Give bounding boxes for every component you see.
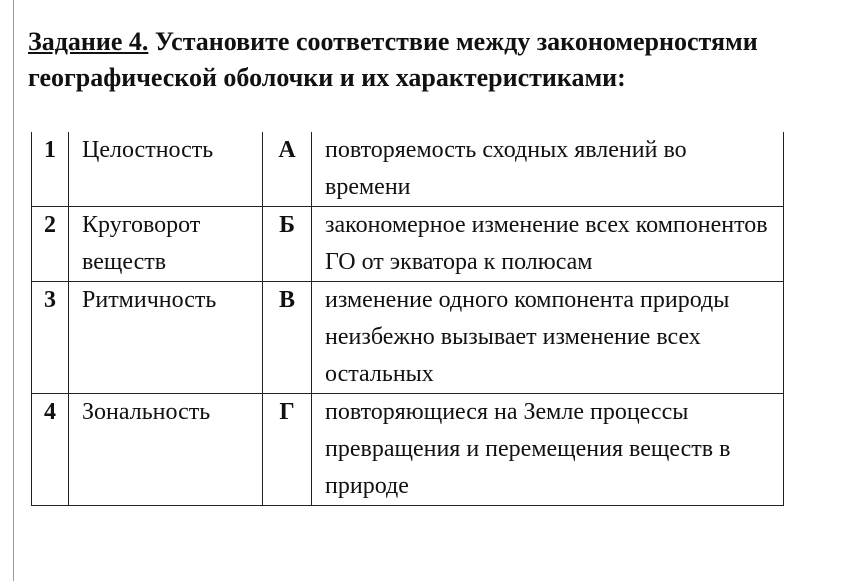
- pattern-term-text: Ритмичность: [82, 287, 217, 313]
- table-row: [32, 207, 784, 282]
- task-text: Установите соответствие между закономерностями географической оболочки и их характеристиками:: [28, 27, 758, 92]
- row-number: 3: [32, 282, 69, 394]
- characteristic-description: изменение одного компонента природы неизбежно вызывает изменение всех остальных: [312, 282, 784, 394]
- pattern-term-text: Зональность: [82, 399, 211, 425]
- option-letter: А: [263, 132, 312, 207]
- task-heading: [28, 24, 843, 96]
- pattern-term: [69, 207, 263, 282]
- table-row: [32, 282, 784, 394]
- option-letter: В: [263, 282, 312, 394]
- pattern-term: [69, 282, 263, 394]
- task-label: Задание 4.: [28, 27, 149, 56]
- page-left-border: [13, 0, 14, 581]
- characteristic-description: повторяющиеся на Земле процессы превращения и перемещения веществ в природе: [312, 394, 784, 506]
- pattern-term: [69, 132, 263, 207]
- table-row: [32, 394, 784, 506]
- characteristic-description: повторяемость сходных явлений во времени: [312, 132, 784, 207]
- matching-table: [31, 132, 784, 506]
- option-letter: Б: [263, 207, 312, 282]
- pattern-term-text: Круговорот веществ: [82, 212, 201, 275]
- pattern-term: [69, 394, 263, 506]
- row-number: 2: [32, 207, 69, 282]
- characteristic-description: закономерное изменение всех компонентов ГО от экватора к полюсам: [312, 207, 784, 282]
- pattern-term-text: Целостность: [82, 137, 214, 163]
- table-row: [32, 132, 784, 207]
- row-number: 1: [32, 132, 69, 207]
- option-letter: Г: [263, 394, 312, 506]
- row-number: 4: [32, 394, 69, 506]
